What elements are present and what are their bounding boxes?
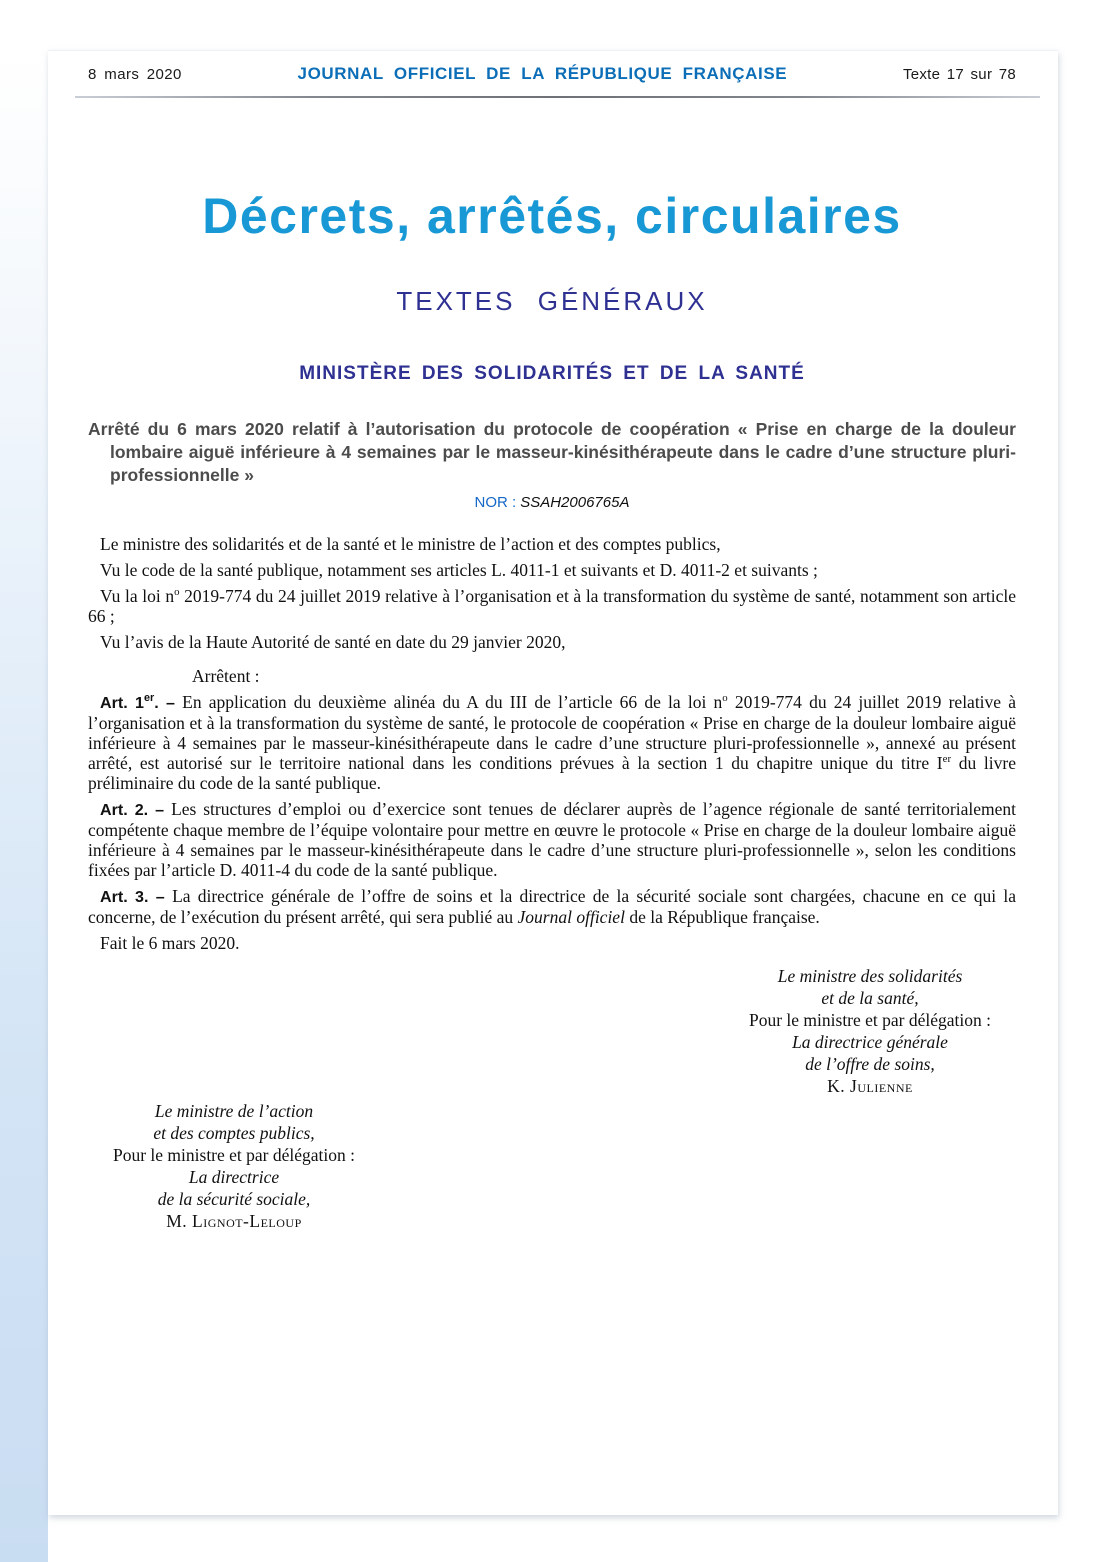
signature-line: Pour le ministre et par délégation :: [748, 1010, 992, 1030]
visa-loi-2019-774: [88, 586, 1016, 626]
document-page: [48, 50, 1058, 1515]
signature-line: La directrice: [188, 1167, 280, 1187]
article-label: Art. 1: [100, 694, 144, 712]
section-title: TEXTES GÉNÉRAUX: [396, 286, 708, 316]
body-paragraphs: [88, 512, 1016, 953]
act-title: Arrêté du 6 mars 2020 relatif à l’autorisation du protocole de coopération « Prise en charge de la douleur lombaire aiguë inférieure à 4 semaines par le masseur-kinésithérapeute dans le cadre d’une structure pluri-professionnelle »: [88, 419, 1016, 485]
article-label: er: [143, 692, 155, 705]
texte-number: Texte 17 sur 78: [902, 66, 1016, 83]
signature-line: et de la santé,: [821, 988, 919, 1008]
article-label: . –: [154, 694, 183, 712]
preamble-ministers: [88, 534, 1016, 554]
visa-code-sante: [88, 560, 1016, 580]
text-run: Les structures d’emploi ou d’exercice sont tenues de déclarer auprès de l’agence régionale de santé territorialement compétente chaque membre de l’équipe volontaire pour mettre en œuvre le protocole « Prise en charge de la douleur lombaire aiguë inférieure à 4 semaines par le masseur-kinésithérapeute dans le cadre d’une structure pluri-professionnelle », selon les conditions fixées par l’article D. 4011-4 du code de la santé publique.: [88, 799, 1016, 880]
signature-line: et des comptes publics,: [153, 1123, 315, 1143]
signature-line: Le ministre des solidarités: [777, 966, 963, 986]
text-run: Arrêtent :: [192, 666, 260, 686]
nor-line: [88, 493, 1016, 512]
text-run: En application du deuxième alinéa du A du III de l’article 66 de la loi n: [182, 692, 723, 712]
left-gradient-strip: [0, 50, 48, 1562]
text-run: du livre préliminaire du code de la santé publique.: [88, 753, 1016, 793]
nor-label: NOR :: [474, 494, 517, 511]
fait-le: [88, 933, 1016, 953]
signature-line: La directrice générale: [792, 1032, 948, 1052]
arretent: [88, 666, 1016, 686]
text-run: Vu l’avis de la Haute Autorité de santé en date du 29 janvier 2020,: [100, 632, 566, 652]
header-date: 8 mars 2020: [88, 66, 182, 83]
article-3: [88, 886, 1016, 927]
signature-line: Le ministre de l’action: [154, 1101, 314, 1121]
text-run: o: [722, 692, 728, 705]
signatory-name: K. Julienne: [827, 1076, 913, 1096]
text-run: Vu la loi n: [100, 586, 175, 606]
article-label: Art. 2. –: [100, 801, 172, 819]
text-run: Vu le code de la santé publique, notamment ses articles L. 4011-1 et suivants et D. 4011-2 et suivants ;: [100, 560, 818, 580]
text-run: Fait le 6 mars 2020.: [100, 933, 240, 953]
text-run: La directrice générale de l’offre de soins et la directrice de la sécurité sociale sont chargées, chacune en ce qui la concerne, de l’exécution du présent arrêté, qui sera publié au: [88, 886, 1016, 927]
text-run: 2019-774 du 24 juillet 2019 relative à l’organisation et à la transformation du système de santé, notamment son article 66 ;: [88, 586, 1016, 626]
text-run: Journal officiel: [517, 907, 625, 927]
text-run: er: [942, 753, 952, 766]
nor-value: SSAH2006765A: [520, 494, 630, 511]
signature-block-left: [88, 1100, 380, 1232]
text-run: o: [174, 586, 180, 599]
journal-title: JOURNAL OFFICIEL DE LA RÉPUBLIQUE FRANÇAISE: [297, 64, 788, 83]
article-2: [88, 799, 1016, 880]
page-header: [88, 64, 1016, 84]
article-label: Art. 3. –: [100, 888, 173, 906]
signature-line: de la sécurité sociale,: [157, 1189, 311, 1209]
signature-line: Pour le ministre et par délégation :: [112, 1145, 356, 1165]
signatory-name: M. Lignot-Leloup: [166, 1211, 302, 1231]
text-run: Le ministre des solidarités et de la santé et le ministre de l’action et des comptes publics,: [100, 534, 721, 554]
signature-block-right: [724, 965, 1016, 1097]
ministry-title: MINISTÈRE DES SOLIDARITÉS ET DE LA SANTÉ: [299, 363, 805, 384]
main-title: Décrets, arrêtés, circulaires: [202, 188, 902, 244]
text-run: 2019-774 du 24 juillet 2019 relative à l’organisation et à la transformation du système de santé, le protocole de coopération « Prise en charge de la douleur lombaire aiguë inférieure à 4 semaines par le masseur-kinésithérapeute dans le cadre d’une structure pluri-professionnelle », annexé au présent arrêté, est autorisé sur le territoire national dans les conditions prévues à la section 1 du chapitre unique du titre I: [88, 692, 1016, 773]
article-1: [88, 692, 1016, 793]
visa-haute-autorite: [88, 632, 1016, 652]
header-rule: [75, 96, 1040, 98]
signature-line: de l’offre de soins,: [805, 1054, 935, 1074]
text-run: de la République française.: [624, 907, 820, 927]
